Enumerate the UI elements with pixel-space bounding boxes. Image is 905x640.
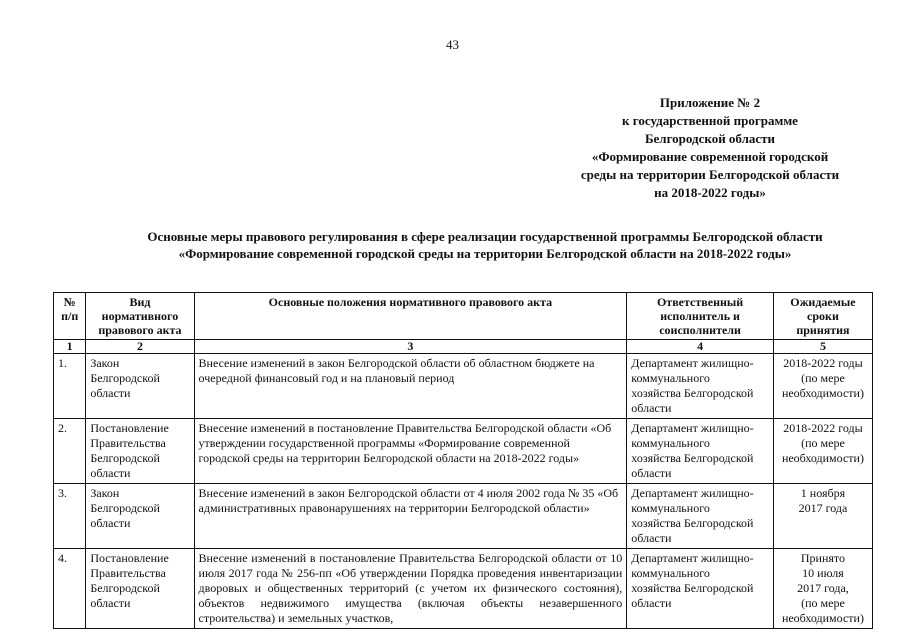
- table-row: [54, 484, 873, 549]
- document-title: [60, 228, 905, 262]
- appendix-line: Приложение № 2: [659, 95, 761, 110]
- appendix-line: «Формирование современной городской: [591, 149, 829, 164]
- row-responsible: Департамент жилищно- коммунального хозяйства Белгородской области: [627, 549, 774, 629]
- row-provisions: Внесение изменений в постановление Правительства Белгородской области от 10 июля 2017 года № 256-пп «Об утверждении Порядка проведения инвентаризации дворовых и общественных территорий (с учетом их физического состояния), объектов недвижимого имущества (включая объекты незавершенного строительства) и земельных участков,: [194, 549, 627, 629]
- row-deadline: Принято 10 июля 2017 года, (по мере необходимости): [773, 549, 872, 629]
- column-number: 2: [86, 340, 194, 354]
- row-responsible: Департамент жилищно- коммунального хозяйства Белгородской области: [627, 354, 774, 419]
- row-act-type: Постановление Правительства Белгородской области: [86, 419, 194, 484]
- table-header-row: [54, 293, 873, 340]
- title-line: Основные меры правового регулирования в сфере реализации государственной программы Белгородской области: [147, 229, 823, 244]
- header-responsible: Ответственный исполнитель и соисполнители: [627, 293, 774, 340]
- appendix-line: на 2018-2022 годы»: [654, 185, 766, 200]
- row-act-type: Закон Белгородской области: [86, 484, 194, 549]
- column-number: 5: [773, 340, 872, 354]
- row-deadline: 1 ноября 2017 года: [773, 484, 872, 549]
- column-number-row: [54, 340, 873, 354]
- row-act-type: Закон Белгородской области: [86, 354, 194, 419]
- title-line: «Формирование современной городской среды на территории Белгородской области на 2018-2022 годы»: [178, 246, 792, 261]
- row-responsible: Департамент жилищно- коммунального хозяйства Белгородской области: [627, 419, 774, 484]
- row-number: 2.: [54, 419, 86, 484]
- row-act-type: Постановление Правительства Белгородской области: [86, 549, 194, 629]
- header-number: № п/п: [54, 293, 86, 340]
- row-responsible: Департамент жилищно- коммунального хозяйства Белгородской области: [627, 484, 774, 549]
- row-provisions: Внесение изменений в закон Белгородской области об областном бюджете на очередной финансовый год и на плановый период: [194, 354, 627, 419]
- row-deadline: 2018-2022 годы (по мере необходимости): [773, 419, 872, 484]
- row-provisions: Внесение изменений в закон Белгородской области от 4 июля 2002 года № 35 «Об административных правонарушениях на территории Белгородской области»: [194, 484, 627, 549]
- header-deadline: Ожидаемые сроки принятия: [773, 293, 872, 340]
- column-number: 4: [627, 340, 774, 354]
- header-act-type: Вид нормативного правового акта: [86, 293, 194, 340]
- appendix-line: Белгородской области: [644, 131, 776, 146]
- table-row: [54, 419, 873, 484]
- header-provisions: Основные положения нормативного правового акта: [194, 293, 627, 340]
- row-deadline: 2018-2022 годы (по мере необходимости): [773, 354, 872, 419]
- table-row: [54, 549, 873, 629]
- appendix-line: среды на территории Белгородской области: [580, 167, 840, 182]
- measures-table: [53, 292, 873, 629]
- row-number: 4.: [54, 549, 86, 629]
- page-number: 43: [446, 37, 459, 52]
- column-number: 3: [194, 340, 627, 354]
- row-number: 3.: [54, 484, 86, 549]
- column-number: 1: [54, 340, 86, 354]
- appendix-header: [560, 94, 860, 202]
- table-row: [54, 354, 873, 419]
- row-provisions: Внесение изменений в постановление Правительства Белгородской области «Об утверждении государственной программы «Формирование современной городской среды на территории Белгородской области на 2018-2022 годы»: [194, 419, 627, 484]
- appendix-line: к государственной программе: [622, 113, 798, 128]
- row-number: 1.: [54, 354, 86, 419]
